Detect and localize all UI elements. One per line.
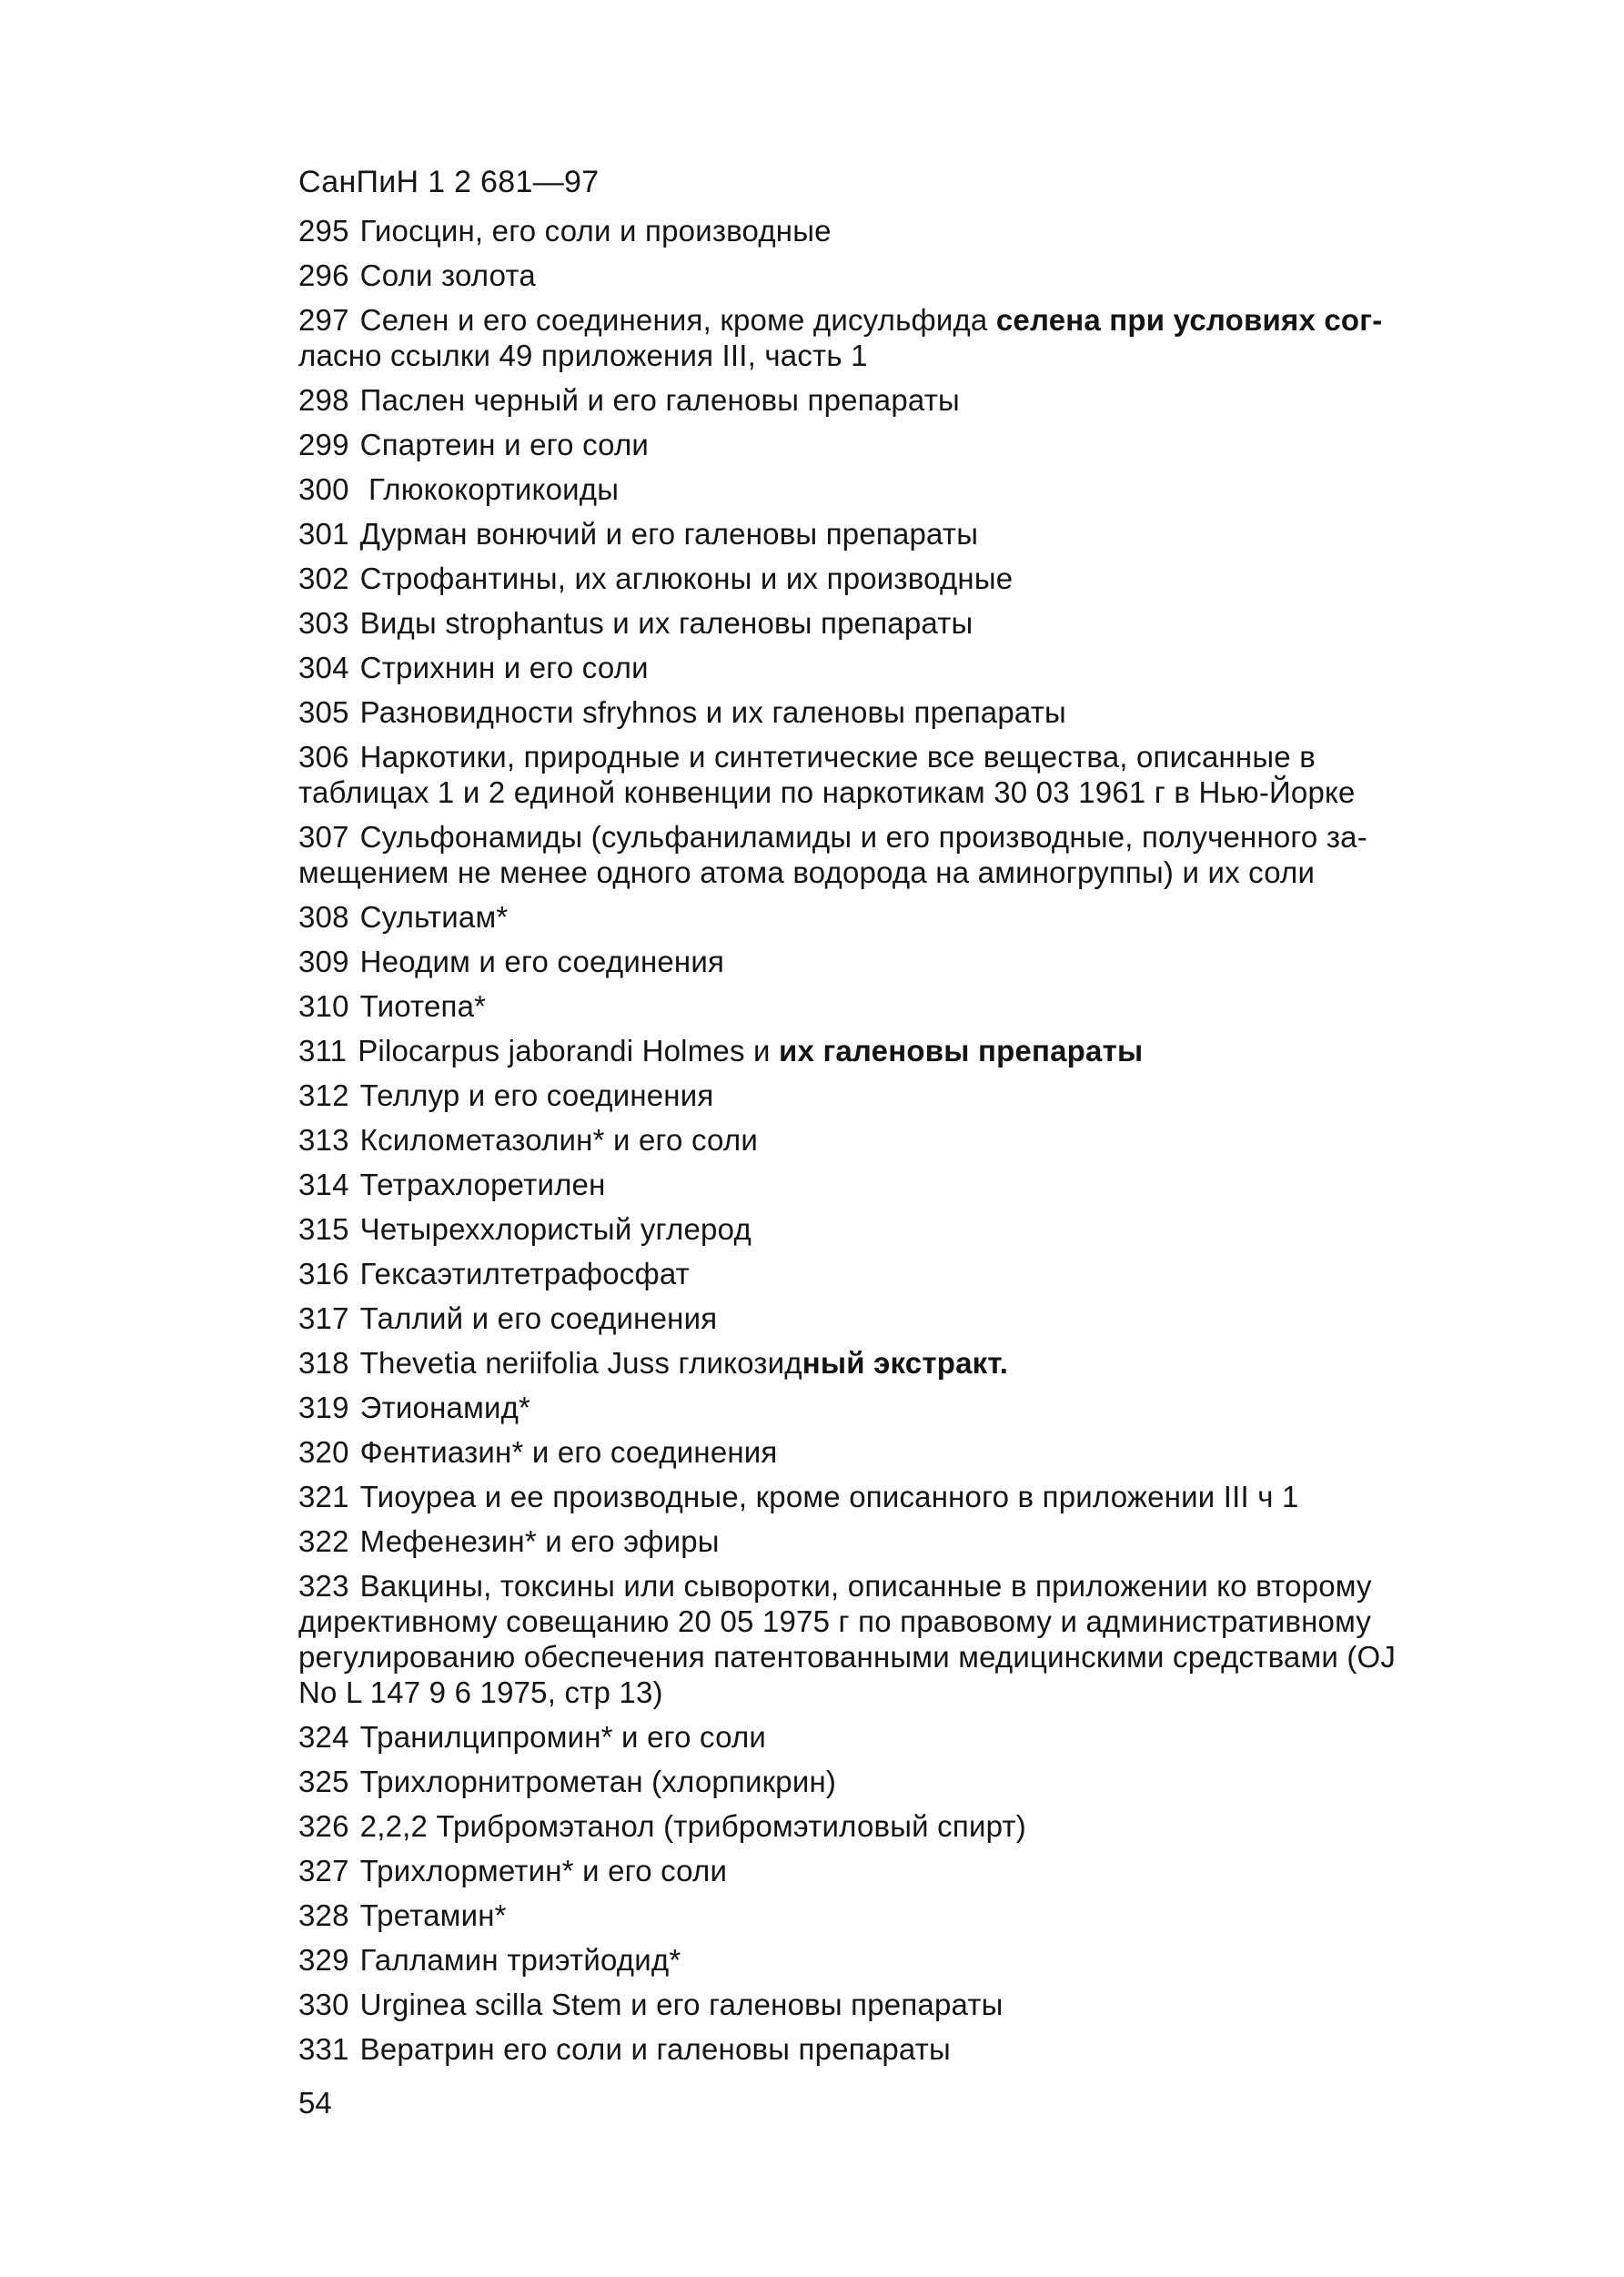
entry-text: Тиотепа* xyxy=(359,989,487,1023)
entry-text: Сультиам* xyxy=(359,900,509,934)
entry-text: регулированию обеспечения патентованными медицинскими средствами (OJ xyxy=(298,1640,1397,1674)
entry-text: Вакцины, токсины или сыворотки, описанные в приложении ко второму xyxy=(359,1569,1372,1603)
entry-number: 308 xyxy=(298,900,349,934)
entry-text: Сульфонамиды (сульфаниламиды и его производные, полученного за- xyxy=(359,820,1367,854)
list-item xyxy=(298,1078,1525,1113)
entry-number: 321 xyxy=(298,1480,349,1513)
list-item xyxy=(298,1122,1525,1158)
entry-text: Фентиазин* и его соединения xyxy=(359,1435,778,1469)
entry-text: Гиосцин, его соли и производные xyxy=(359,214,832,248)
entry-text: Спартеин и его соли xyxy=(359,428,650,461)
entry-text: Разновидности sfryhnos и их галеновы препараты xyxy=(359,695,1066,729)
list-item xyxy=(298,605,1525,641)
entry-number: 295 xyxy=(298,214,349,248)
entry-number: 307 xyxy=(298,820,349,854)
entry-text: мещением не менее одного атома водорода на аминогруппы) и их соли xyxy=(298,855,1316,889)
list-item xyxy=(298,739,1525,810)
list-item xyxy=(298,988,1525,1024)
list-item xyxy=(298,1434,1525,1470)
entry-number: 310 xyxy=(298,989,349,1023)
entry-number: 313 xyxy=(298,1123,349,1157)
entry-number: 329 xyxy=(298,1943,349,1977)
entry-number: 322 xyxy=(298,1524,349,1558)
list-item xyxy=(298,1719,1525,1755)
entry-number: 317 xyxy=(298,1301,349,1335)
entry-text: Глюкокортикоиды xyxy=(359,472,620,506)
entry-text: Трихлорметин* и его соли xyxy=(359,1854,728,1887)
entry-number: 319 xyxy=(298,1391,349,1424)
entry-text: Четыреххлористый углерод xyxy=(359,1212,751,1246)
entry-number: 312 xyxy=(298,1078,349,1112)
list-item xyxy=(298,1211,1525,1247)
list-item xyxy=(298,1523,1525,1559)
entry-text: Галламин триэтйодид* xyxy=(359,1943,681,1977)
entry-number: 328 xyxy=(298,1898,349,1932)
entry-list xyxy=(298,213,1525,2067)
entry-text: таблицах 1 и 2 единой конвенции по наркотикам 30 03 1961 г в Нью-Йорке xyxy=(298,775,1356,809)
document-header: СанПиН 1 2 681—97 xyxy=(298,165,600,199)
entry-text: Транилципромин* и его соли xyxy=(359,1720,767,1754)
entry-text: Вератрин его соли и галеновы препараты xyxy=(359,2032,951,2066)
document-page xyxy=(298,164,1525,2120)
list-item xyxy=(298,1764,1525,1799)
entry-number: 326 xyxy=(298,1809,349,1843)
entry-text: No L 147 9 6 1975, стр 13) xyxy=(298,1675,663,1709)
list-item xyxy=(298,1300,1525,1336)
entry-text: Таллий и его соединения xyxy=(359,1301,718,1335)
list-item xyxy=(298,516,1525,552)
list-item xyxy=(298,1033,1525,1068)
entry-text: Стрихнин и его соли xyxy=(359,651,649,684)
list-item xyxy=(298,258,1525,293)
list-item xyxy=(298,1942,1525,1978)
list-item xyxy=(298,2031,1525,2067)
entry-text: Pilocarpus jaborandi Holmes и xyxy=(358,1034,780,1068)
entry-text: Urginea scilla Stem и его галеновы препараты xyxy=(359,1988,1004,2021)
entry-text: их галеновы препараты xyxy=(779,1034,1144,1068)
list-item xyxy=(298,819,1525,890)
entry-text: Дурман вонючий и его галеновы препараты xyxy=(359,517,979,551)
entry-number: 315 xyxy=(298,1212,349,1246)
list-item xyxy=(298,694,1525,730)
list-item xyxy=(298,1479,1525,1514)
entry-number: 304 xyxy=(298,651,349,684)
entry-number: 300 xyxy=(298,472,349,506)
entry-number: 306 xyxy=(298,740,349,774)
entry-number: 320 xyxy=(298,1435,349,1469)
entry-text: Теллур и его соединения xyxy=(359,1078,714,1112)
entry-number: 309 xyxy=(298,945,349,978)
entry-number: 323 xyxy=(298,1569,349,1603)
entry-text: Гексаэтилтетрафосфат xyxy=(359,1257,690,1290)
entry-number: 301 xyxy=(298,517,349,551)
list-item xyxy=(298,1853,1525,1888)
entry-text: ласно ссылки 49 приложения III, часть 1 xyxy=(298,339,868,372)
list-item xyxy=(298,427,1525,462)
entry-text: Виды strophantus и их галеновы препараты xyxy=(359,606,973,640)
list-item xyxy=(298,1256,1525,1291)
list-item xyxy=(298,471,1525,507)
entry-number: 325 xyxy=(298,1765,349,1798)
entry-number: 318 xyxy=(298,1346,349,1380)
list-item xyxy=(298,1568,1525,1710)
entry-number: 303 xyxy=(298,606,349,640)
entry-number: 316 xyxy=(298,1257,349,1290)
list-item xyxy=(298,1345,1525,1381)
list-item xyxy=(298,1987,1525,2022)
entry-text: селена при условиях сог- xyxy=(995,303,1383,337)
entry-number: 327 xyxy=(298,1854,349,1887)
entry-text: 2,2,2 Трибромэтанол (трибромэтиловый спирт) xyxy=(359,1809,1026,1843)
entry-number: 311 xyxy=(298,1034,348,1068)
entry-number: 331 xyxy=(298,2032,349,2066)
list-item xyxy=(298,302,1525,373)
list-item xyxy=(298,382,1525,418)
list-item xyxy=(298,561,1525,596)
entry-text: ный экстракт. xyxy=(802,1346,1009,1380)
entry-number: 299 xyxy=(298,428,349,461)
entry-number: 324 xyxy=(298,1720,349,1754)
entry-text: Селен и его соединения, кроме дисульфида xyxy=(359,303,996,337)
list-item xyxy=(298,1898,1525,1933)
entry-text: Неодим и его соединения xyxy=(359,945,725,978)
entry-number: 296 xyxy=(298,258,349,292)
entry-text: Третамин* xyxy=(359,1898,507,1932)
entry-text: Ксилометазолин* и его соли xyxy=(359,1123,758,1157)
entry-text: директивному совещанию 20 05 1975 г по правовому и административному xyxy=(298,1604,1372,1638)
list-item xyxy=(298,1390,1525,1425)
entry-number: 298 xyxy=(298,383,349,417)
entry-number: 305 xyxy=(298,695,349,729)
list-item xyxy=(298,650,1525,685)
entry-text: Трихлорнитрометан (хлорпикрин) xyxy=(359,1765,837,1798)
list-item xyxy=(298,899,1525,935)
entry-number: 314 xyxy=(298,1168,349,1201)
list-item xyxy=(298,1808,1525,1844)
list-item xyxy=(298,1167,1525,1202)
entry-number: 330 xyxy=(298,1988,349,2021)
entry-text: Строфантины, их аглюконы и их производные xyxy=(359,562,1014,595)
entry-number: 302 xyxy=(298,562,349,595)
entry-number: 297 xyxy=(298,303,349,337)
entry-text: Паслен черный и его галеновы препараты xyxy=(359,383,960,417)
entry-text: Тетрахлоретилен xyxy=(359,1168,606,1201)
entry-text: Тиоуреа и ее производные, кроме описанного в приложении III ч 1 xyxy=(359,1480,1299,1513)
entry-text: Мефенезин* и его эфиры xyxy=(359,1524,720,1558)
entry-text: Этионамид* xyxy=(359,1391,531,1424)
entry-text: Наркотики, природные и синтетические все вещества, описанные в xyxy=(359,740,1316,774)
entry-text: Thevetia neriifolia Juss гликозид xyxy=(359,1346,802,1380)
entry-text: Соли золота xyxy=(359,258,536,292)
list-item xyxy=(298,213,1525,248)
page-number: 54 xyxy=(298,2086,332,2120)
list-item xyxy=(298,944,1525,979)
